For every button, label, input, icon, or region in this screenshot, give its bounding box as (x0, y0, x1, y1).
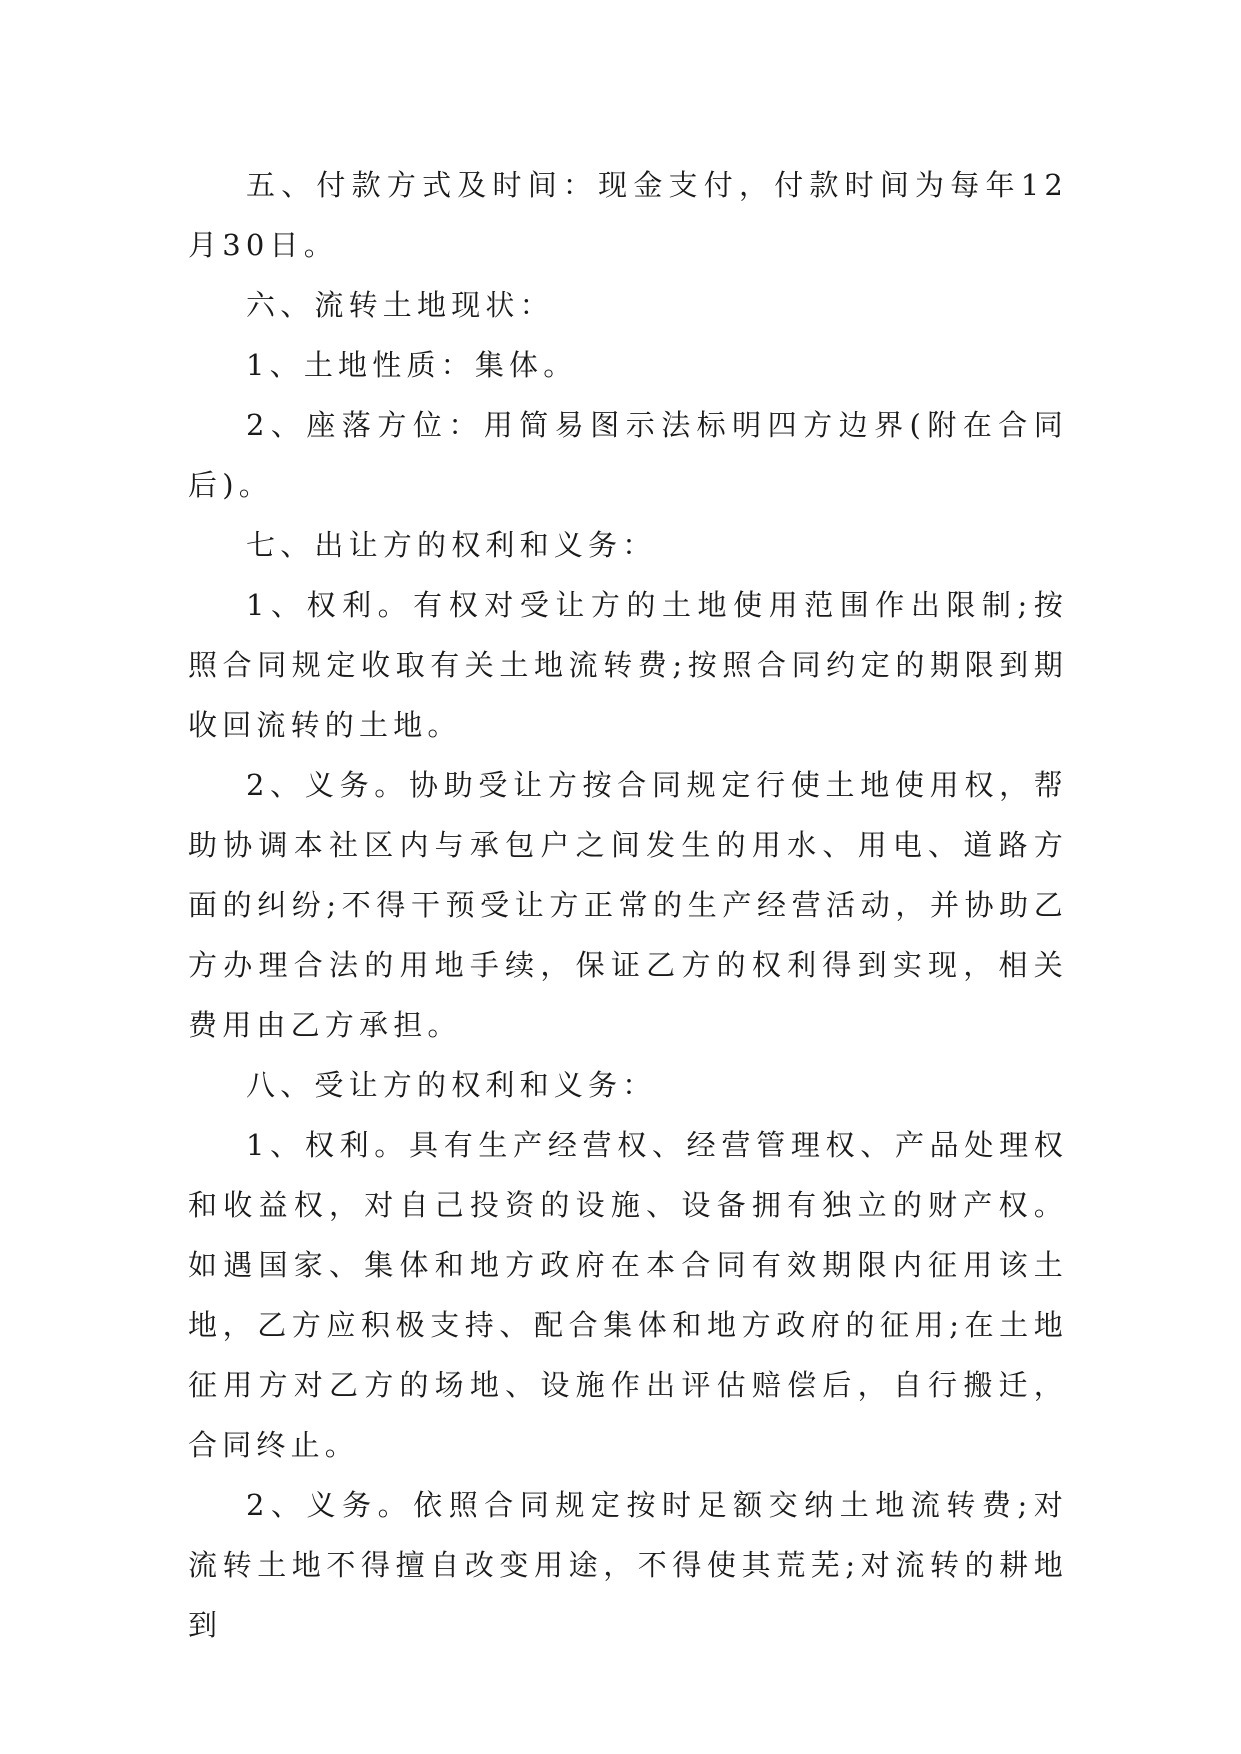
clause-6-1-land-nature: 1、土地性质：集体。 (246, 348, 578, 382)
clause-8-heading: 八、受让方的权利和义务： (246, 1068, 657, 1102)
clause-6-2-location: 2、座落方位：用简易图示法标明四方边界(附在合同后)。 (188, 408, 1068, 502)
clause-8-1-rights: 1、权利。具有生产经营权、经营管理权、产品处理权和收益权，对自己投资的设施、设备拥有独立的财产权。如遇国家、集体和地方政府在本合同有效期限内征用该土地，乙方应积极支持、配合集体和地方政府的征用;在土地征用方对乙方的场地、设施作出评估赔偿后，自行搬迁，合同终止。 (188, 1128, 1068, 1462)
clause-5-payment: 五、付款方式及时间：现金支付，付款时间为每年12月30日。 (188, 168, 1068, 262)
clause-7-1-rights: 1、权利。有权对受让方的土地使用范围作出限制;按照合同规定收取有关土地流转费;按照合同约定的期限到期收回流转的土地。 (188, 588, 1068, 742)
document-body (188, 155, 1068, 1655)
clause-8-2-obligations: 2、义务。依照合同规定按时足额交纳土地流转费;对流转土地不得擅自改变用途，不得使其荒芜;对流转的耕地到 (188, 1488, 1068, 1642)
clause-6-heading: 六、流转土地现状： (246, 288, 554, 322)
clause-7-heading: 七、出让方的权利和义务： (246, 528, 657, 562)
clause-7-2-obligations: 2、义务。协助受让方按合同规定行使土地使用权，帮助协调本社区内与承包户之间发生的用水、用电、道路方面的纠纷;不得干预受让方正常的生产经营活动，并协助乙方办理合法的用地手续，保证乙方的权利得到实现，相关费用由乙方承担。 (188, 768, 1068, 1042)
